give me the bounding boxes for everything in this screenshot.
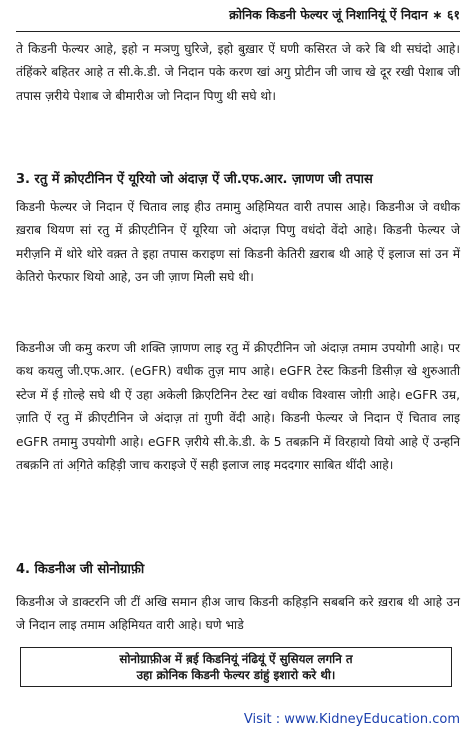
intro-paragraph: ते किडनी फेल्यर आहे, इहो न मञणु घुरिजे, इहो बुख़ार ऐं घणी कसिरत जे करे बि थी सघंदो आहे। तंहिंकरे बहितर आहे त सी.के.डी. जे निदान पके करण खां अगु प्रोटीन जी जाच खे दूर रखी पेशाब जी तपास ज़रीये पेशाब जे बीमारीअ जो निदान पिणु थी सघे थो। <box>16 42 460 103</box>
note-line-2: उहा क्रोनिक किडनी फेल्यर डांहुं इशारो करे थी। <box>136 668 336 682</box>
section-3-heading: 3. रतु में क्रोएटीनिन ऐं यूरियो जो अंदाज़ ऐं जी.एफ.आर. ज़ाणण जी तपास <box>16 172 373 187</box>
section-4-heading: 4. किडनीअ जी सोनोग्राफ़ी <box>16 562 145 577</box>
header-divider <box>16 31 460 32</box>
website-link[interactable]: Visit : www.KidneyEducation.com <box>243 712 460 727</box>
section-3-paragraph-2: किडनीअ जी कमु करण जी शक्ति ज़ाणण लाइ रतु में क्रीएटीनिन जो अंदाज़ तमाम उपयोगी आहे। पर कथ कयलु जी.एफ.आर. (eGFR) वधीक तुज़ माप आहे। eGFR टेस्ट किडनी डिसीज़ खे शुरुआती स्टेज में ई ग़ोल्हे सघे थी ऐं उहा अकेली क्रिएटिनिन टेस्ट खां वधीक विश्वास जोग़ी आहे। eGFR उम्र, ज़ाति ऐं रतु में क्रीएटीनिन जे अंदाज़ तां ग़ुणी वेंदी आहे। किडनी फेल्यर जे निदान ऐं चिताव लाइ eGFR तमामु उपयोगी आहे। eGFR ज़रीये सी.के.डी. के 5 तबक़नि में विरहायो वियो आहे ऐं उन्हनि तबक़नि तां अगि़ते कहिड़ी जाच कराइजे ऐं सही इलाज लाइ मददगार साबित थींदी आहे। <box>16 341 460 473</box>
section-3-paragraph-1: किडनी फेल्यर जे निदान ऐं चिताव लाइ हीउ तमामु अहिमियत वारी तपास आहे। किडनीअ जे वधीक ख़राब थियण सां रतु में क्रीएटीनिन ऐं यूरिया जो अंदाज़ पिणु वधंदो वेंदो आहे। किडनी फेल्यर जे मरीज़नि में थोरे थोरे वक़्त ते इहा तपास कराइण सां किडनी केतिरी ख़राब थी आहे ऐं इलाज सां उन में केतिरो फेरफार थियो आहे, उन जी ज़ाण मिली सघे थी। <box>16 200 460 285</box>
running-header: क्रोनिक किडनी फेल्यर जूं निशानियूं ऐं निदान ∗ ६१ <box>229 7 460 22</box>
highlight-note-box <box>20 647 452 687</box>
note-line-1: सोनोग्राफ़ीअ में ब़ई किडनियूं नंढियूं ऐं सुसियल लगनि त <box>119 652 353 666</box>
section-4-paragraph: किडनीअ जे डाक्टरनि जी टीं अखि समान हीअ जाच किडनी कहिड़नि सबबनि करे ख़राब थी आहे उन जे निदान लाइ तमाम अहिमियत वारी आहे। घणे भाडे <box>16 595 460 633</box>
